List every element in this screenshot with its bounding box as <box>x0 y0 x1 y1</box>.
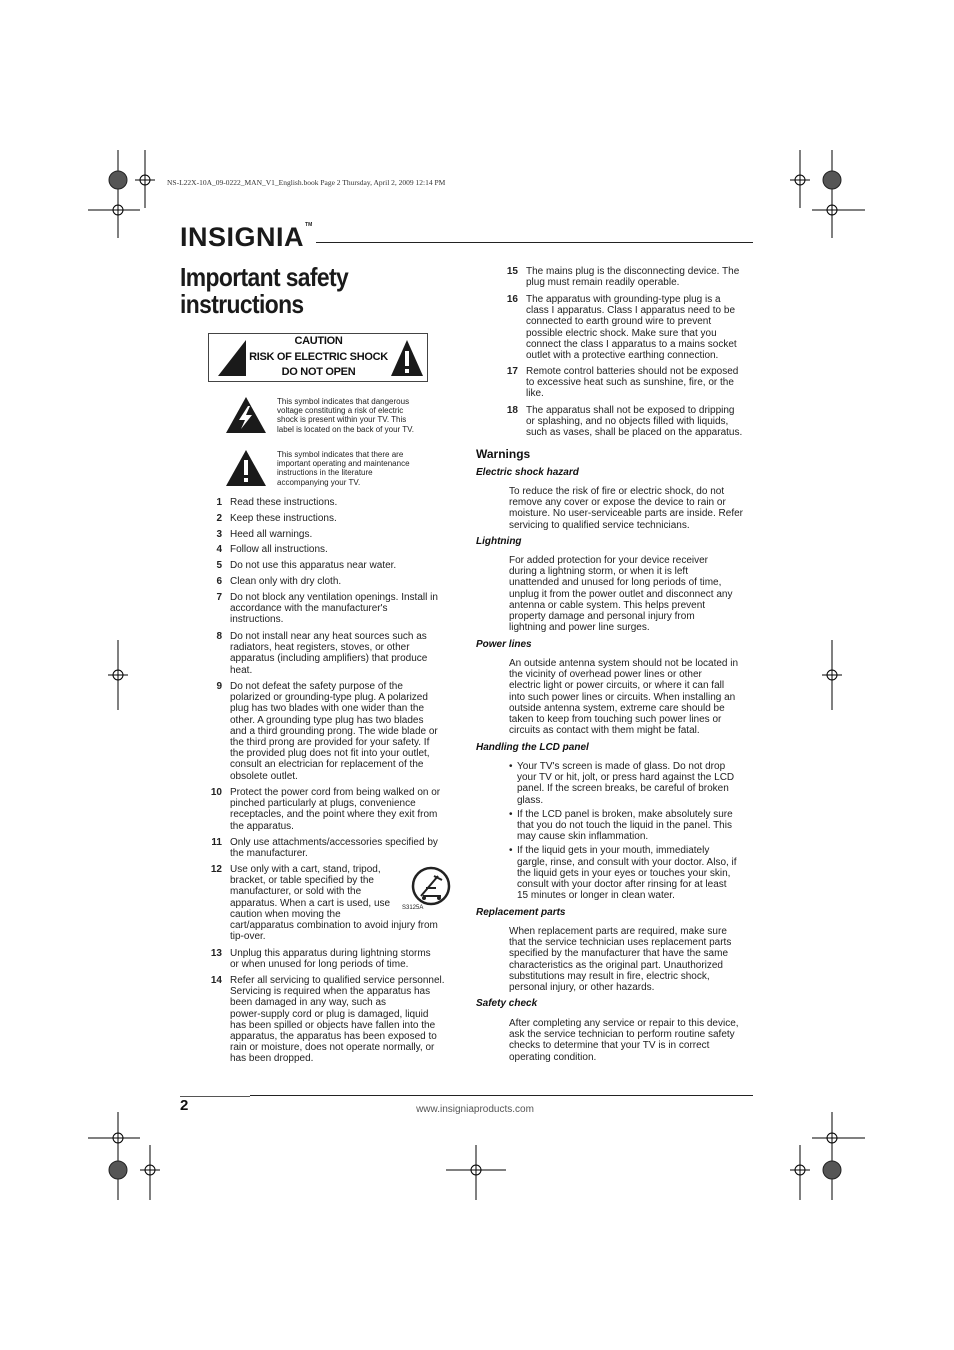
list-item-line: radiators, heat registers, stoves, or other <box>230 642 410 654</box>
paragraph-line: taken to keep from touching such power lines or <box>509 714 722 726</box>
paragraph-line: during a lightning storm, or when it is left <box>509 566 688 578</box>
list-item-line: The apparatus with grounding-type plug is a <box>526 294 721 305</box>
paragraph-line: unplug it from the power outlet and disconnect any <box>509 588 733 600</box>
electric-shock-heading: Electric shock hazard <box>476 467 579 478</box>
list-item-text <box>230 544 462 555</box>
replacement-parts-text <box>509 926 759 993</box>
power-lines-text <box>509 658 759 736</box>
list-item-line: the third prong are provided for your safety. If <box>230 737 430 749</box>
list-item-line: cart/apparatus combination to avoid injury from <box>230 920 438 932</box>
bullet-line: the liquid gets in your eyes or touches your skin, <box>517 867 731 879</box>
paragraph-line: the vicinity of overhead power lines or other <box>509 669 702 681</box>
list-item-number: 2 <box>216 513 222 524</box>
list-item-text <box>230 560 462 571</box>
list-item-text <box>230 837 462 859</box>
bullet-line: If the LCD panel is broken, make absolutely sure <box>517 808 733 820</box>
paragraph-line: unattended and unused for long periods of time, <box>509 577 722 589</box>
list-item-line: power-supply cord or plug is damaged, liquid <box>230 1008 429 1020</box>
page-number: 2 <box>180 1097 189 1114</box>
list-item-text <box>526 266 758 288</box>
list-item-line: outlet with a protective earthing connection. <box>526 350 719 362</box>
list-item-line: the manufacturer. <box>230 848 308 860</box>
lightning-heading: Lightning <box>476 536 522 547</box>
paragraph-line: outside antenna system, extreme care should be <box>509 702 725 714</box>
paragraph-line: operating condition. <box>509 1051 597 1063</box>
bullet-line: may cause skin inflammation. <box>517 831 649 843</box>
list-item-line: receptacles, and the point where they exit from <box>230 809 438 821</box>
bullet-line: gargle, rinse, and consult with your doctor. Also, if <box>517 856 737 868</box>
paragraph-line: servicing to qualified service technicians. <box>509 519 690 531</box>
list-item-number: 18 <box>506 405 518 416</box>
header-rule <box>316 242 753 243</box>
list-item-number: 1 <box>216 497 222 508</box>
safety-check-text <box>509 1018 759 1063</box>
list-item-number: 5 <box>216 560 222 571</box>
registration-target-icon <box>108 200 128 220</box>
list-item-line: Do not defeat the safety purpose of the <box>230 681 403 692</box>
list-item-line: other. A grounding type plug has two blades <box>230 714 424 726</box>
bullet-line: Your TV's screen is made of glass. Do not drop <box>517 761 726 772</box>
registration-target-icon <box>140 1160 160 1180</box>
list-item-line: or when unused for long periods of time. <box>230 959 409 971</box>
caution-line-2: RISK OF ELECTRIC SHOCK <box>249 350 388 363</box>
list-item-text <box>526 366 758 400</box>
list-item-line: has been spilled or objects have fallen into the <box>230 1019 436 1031</box>
list-item-text <box>526 405 758 439</box>
paragraph-line: characteristics as the original part. Unauthorized <box>509 959 723 971</box>
list-item-number: 11 <box>211 837 222 848</box>
lightning-symbol-icon <box>225 396 267 434</box>
cart-tipover-icon <box>408 866 454 906</box>
list-item-number: 3 <box>216 529 222 540</box>
list-item-line: such as vases, shall be placed on the apparatus. <box>526 427 743 439</box>
caution-line-1: CAUTION <box>294 335 343 347</box>
paragraph-line: For added protection for your device receiver <box>509 555 708 566</box>
list-item-line: apparatus (including amplifiers) that produce <box>230 653 428 665</box>
paragraph-line: into such power lines or circuits. When installing an <box>509 691 736 703</box>
list-item-line: The apparatus shall not be exposed to dripping <box>526 405 735 416</box>
list-item-line: Do not install near any heat sources such as <box>230 631 427 642</box>
list-item-line: Unplug this apparatus during lightning storms <box>230 948 431 959</box>
list-item-line: rain or moisture, does not operate normally, or <box>230 1042 435 1054</box>
list-item-line: plug has two blades with one wider than the <box>230 703 425 715</box>
list-item-number: 15 <box>506 266 518 277</box>
list-item-line: manufacturer, or sold with the <box>230 886 362 898</box>
paragraph-line: ask the service technician to perform routine safety <box>509 1029 735 1041</box>
registration-target-icon <box>822 200 842 220</box>
warnings-heading: Warnings <box>476 447 531 461</box>
list-item-line: apparatus, the apparatus has been exposed to <box>230 1031 437 1043</box>
list-item-line: to excessive heat such as sunshine, fire, or the <box>526 377 734 389</box>
list-item-number: 10 <box>210 787 222 798</box>
list-item-number: 16 <box>506 294 518 305</box>
list-item-line: caution when moving the <box>230 908 341 920</box>
lcd-panel-list <box>509 761 759 904</box>
registration-target-icon <box>822 1128 842 1148</box>
replacement-parts-heading: Replacement parts <box>476 907 566 918</box>
lightning-text <box>509 555 759 633</box>
list-item-text <box>230 497 462 508</box>
paragraph-line: antenna or cable system. This helps prevent <box>509 599 706 611</box>
list-item-line: Follow all instructions. <box>230 544 328 555</box>
bullet-line: If the liquid gets in your mouth, immediately <box>517 845 710 857</box>
list-item-line: Protect the power cord from being walked on or <box>230 787 441 798</box>
list-item-line: the apparatus. <box>230 820 294 832</box>
list-item-line: Refer all servicing to qualified service personnel. <box>230 975 445 986</box>
list-item-text <box>230 631 462 676</box>
registration-target-icon <box>790 1160 810 1180</box>
bullet-line: panel. If the screen breaks, be careful of broken <box>517 783 729 795</box>
list-item-line: The mains plug is the disconnecting device. The <box>526 266 740 277</box>
power-lines-heading: Power lines <box>476 639 532 650</box>
trademark: TM <box>305 222 313 228</box>
registration-target-icon <box>790 170 810 190</box>
bullet-icon: • <box>509 761 513 772</box>
list-item-line: heat. <box>230 664 253 676</box>
list-item-line: or splashing, and no objects filled with liquids, <box>526 416 729 428</box>
list-item-line: class I apparatus. Class I apparatus need to be <box>526 305 736 317</box>
list-item-line: Keep these instructions. <box>230 513 337 524</box>
print-info: NS-L22X-10A_09-0222_MAN_V1_English.book Page 2 Thursday, April 2, 2009 12:14 PM <box>167 178 446 187</box>
list-item-line: been damaged in any way, such as <box>230 997 387 1009</box>
paragraph-line: circuits as contact with them might be fatal. <box>509 725 700 737</box>
color-patch-icon <box>823 1161 841 1179</box>
list-item-line: like. <box>526 388 544 400</box>
bullet-line: consult with your doctor after rinsing for at least <box>517 879 727 891</box>
caution-label <box>246 334 391 381</box>
list-item-line: instructions. <box>230 614 284 626</box>
list-item-line: has been dropped. <box>230 1053 314 1065</box>
list-item-number: 14 <box>210 975 222 986</box>
list-item-line: the provided plug does not fit into your outlet, <box>230 748 430 760</box>
registration-target-icon <box>108 1128 128 1148</box>
list-item-line: Remote control batteries should not be exposed <box>526 366 739 377</box>
paragraph-line: substitutions may result in fire, electric shock, <box>509 970 710 982</box>
list-item-line: Servicing is required when the apparatus has <box>230 986 431 998</box>
list-item-line: Do not block any ventilation openings. Install in <box>230 592 438 603</box>
electric-shock-text <box>509 486 759 531</box>
paragraph-line: electric light or power circuits, or where it can fall <box>509 680 725 692</box>
list-item-text <box>230 529 462 540</box>
list-item-number: 13 <box>210 948 222 959</box>
list-item-line: Heed all warnings. <box>230 529 313 540</box>
exclamation-symbol-text: This symbol indicates that there are important operating and maintenance instructions in the literature accompanying your TV. <box>277 450 410 487</box>
list-item-number: 8 <box>216 631 222 642</box>
brand-name: INSIGNIA <box>180 222 305 252</box>
paragraph-line: specified by the manufacturer that have the same <box>509 948 729 960</box>
list-item-line: connected to earth ground wire to prevent <box>526 316 712 328</box>
list-item-line: accordance with the manufacturer's <box>230 603 388 615</box>
list-item-number: 12 <box>210 864 222 875</box>
list-item-line: Do not use this apparatus near water. <box>230 560 397 571</box>
paragraph-line: that the service technician uses replacement parts <box>509 937 732 949</box>
paragraph-line: checks to determine that your TV is in correct <box>509 1040 710 1052</box>
color-patch-icon <box>823 171 841 189</box>
bullet-icon: • <box>509 845 513 857</box>
safety-check-heading: Safety check <box>476 998 538 1009</box>
list-item-number: 4 <box>216 544 222 555</box>
list-item-line: polarized or grounding-type plug. A polarized <box>230 692 428 704</box>
list-item-number: 9 <box>216 681 222 692</box>
bullet-item <box>509 809 759 843</box>
list-item-text <box>230 592 462 626</box>
lcd-panel-heading: Handling the LCD panel <box>476 742 589 753</box>
list-item-text <box>230 513 462 524</box>
list-item-text <box>526 294 758 361</box>
list-item-text <box>230 975 462 1065</box>
list-item-text <box>230 948 462 970</box>
list-item-line: and a third grounding prong. The wide blade or <box>230 725 438 737</box>
paragraph-line: An outside antenna system should not be located in <box>509 658 739 669</box>
list-item-line: Read these instructions. <box>230 497 338 508</box>
list-item-number: 6 <box>216 576 222 587</box>
list-item-line: obsolete outlet. <box>230 770 298 782</box>
list-item-number: 17 <box>506 366 518 377</box>
color-patch-icon <box>109 1161 127 1179</box>
list-item-line: apparatus. When a cart is used, use <box>230 897 391 909</box>
list-item-line: Only use attachments/accessories specified by <box>230 837 438 848</box>
caution-line-3: DO NOT OPEN <box>281 366 356 378</box>
paragraph-line: To reduce the risk of fire or electric shock, do not <box>509 486 725 497</box>
bullet-item <box>509 761 759 806</box>
list-item-line: bracket, or table specified by the <box>230 875 374 887</box>
bullet-line: 15 minutes or longer in clean water. <box>517 890 675 902</box>
registration-target-icon <box>466 1160 486 1180</box>
page-title: Important safety instructions <box>180 262 349 319</box>
bullet-icon: • <box>509 808 513 820</box>
paragraph-line: When replacement parts are required, make sure <box>509 926 727 937</box>
lightning-symbol-text: This symbol indicates that dangerous voltage constituting a risk of electric shock is present within your TV. This label is located on the back of your TV. <box>277 397 414 434</box>
lightning-warning-icon <box>216 338 248 378</box>
registration-target-icon <box>135 170 155 190</box>
bullet-line: your TV or hit, jolt, or press hard against the LCD <box>517 772 735 784</box>
list-item-line: Clean only with dry cloth. <box>230 576 342 587</box>
list-item-line: tip-over. <box>230 931 266 943</box>
list-item-line: plug must remain readily operable. <box>526 277 680 289</box>
footer-rule-left <box>180 1096 250 1097</box>
bullet-line: glass. <box>517 794 544 806</box>
paragraph-line: lightning and power line surges. <box>509 622 650 634</box>
exclamation-warning-icon <box>389 338 425 378</box>
list-item-line: connect the class I apparatus to a mains socket <box>526 338 737 350</box>
list-item-text <box>230 576 462 587</box>
list-item-line: possible electric shock. Make sure that you <box>526 327 717 339</box>
exclamation-symbol-icon <box>225 449 267 487</box>
paragraph-line: moisture. No user-serviceable parts are inside. Refer <box>509 508 743 520</box>
color-patch-icon <box>109 171 127 189</box>
list-item-number: 7 <box>216 592 222 603</box>
list-item-text <box>230 787 462 832</box>
paragraph-line: After completing any service or repair to this device, <box>509 1018 739 1029</box>
cart-label: S3125A <box>402 905 424 911</box>
paragraph-line: remove any cover or expose the device to rain or <box>509 497 726 509</box>
footer-rule <box>250 1095 753 1096</box>
paragraph-line: property damage and personal injury from <box>509 611 695 623</box>
list-item-line: consult an electrician for replacement of the <box>230 759 424 771</box>
footer-url: www.insigniaproducts.com <box>416 1104 534 1115</box>
paragraph-line: personal injury, or other hazards. <box>509 982 655 994</box>
list-item-line: Use only with a cart, stand, tripod, <box>230 864 381 875</box>
list-item-line: pinched particularly at plugs, convenience <box>230 798 416 810</box>
bullet-line: that you do not touch the liquid in the panel. This <box>517 820 732 832</box>
list-item-text <box>230 681 462 782</box>
brand-logo <box>180 222 312 253</box>
bullet-item <box>509 845 759 901</box>
